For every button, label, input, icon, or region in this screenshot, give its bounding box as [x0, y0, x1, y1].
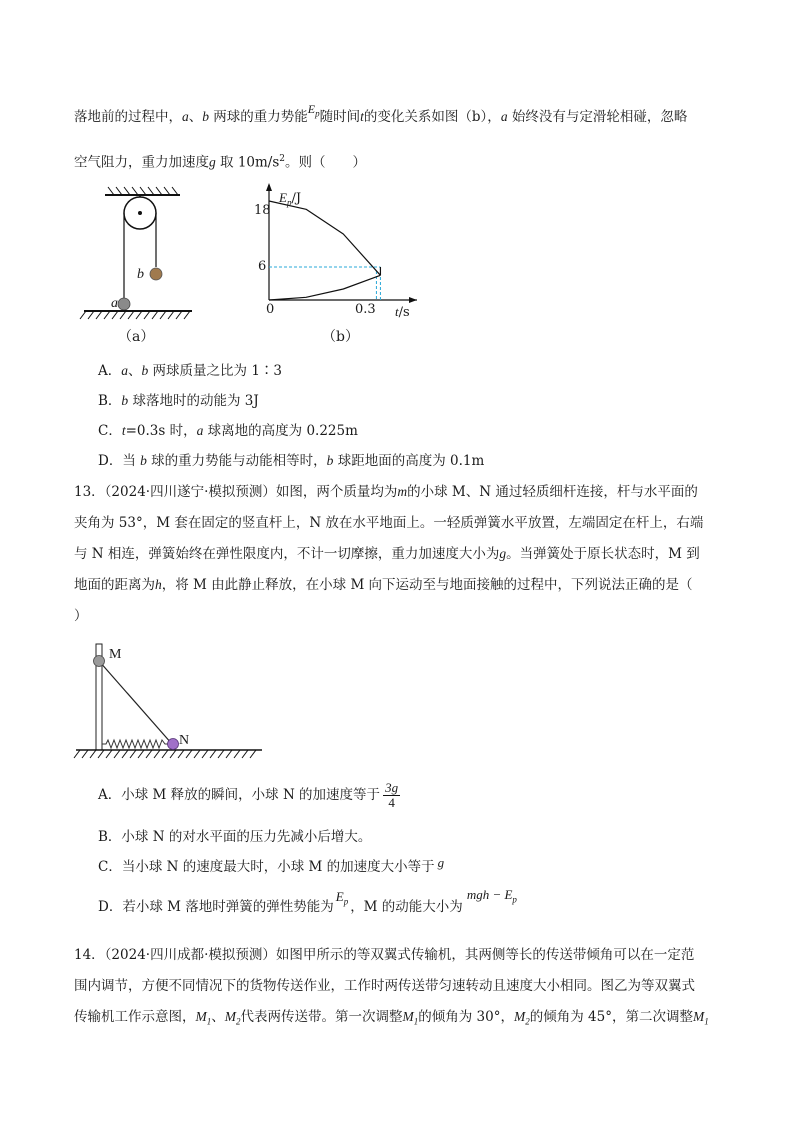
caption-b: （b） [322, 329, 359, 345]
q13-line-1: 13．（2024·四川遂宁·模拟预测）如图，两个质量均为m的小球 M、N 通过轻质细杆连接，杆与水平面的 [74, 484, 698, 500]
q12-option-d[interactable]: D．当 b 球的重力势能与动能相等时，b 球距地面的高度为 0.1m [98, 453, 485, 469]
var-b: b [202, 109, 209, 124]
tick-0: 0 [266, 302, 275, 317]
series-curve-2 [269, 275, 380, 300]
tick-18: 18 [254, 203, 271, 218]
var-g: g [209, 154, 216, 170]
ball-a [118, 298, 130, 310]
text: 空气阻力，重力加速度 [74, 154, 209, 171]
ball-m [94, 656, 105, 667]
text: 。则（ ） [285, 154, 367, 171]
ball-b [150, 268, 162, 280]
x-axis-arrow [409, 297, 417, 303]
q14-line-1: 14．（2024·四川成都·模拟预测）如图甲所示的等双翼式传输机，其两侧等长的传送带倾角可以在一定范 [74, 947, 695, 963]
caption-a: （a） [118, 329, 155, 345]
text: 、 [188, 109, 203, 125]
var-a: a [500, 109, 508, 124]
q14-line-3: 传输机工作示意图，$M_1$、$M_2$代表两传送带。第一次调整$M_1$的倾角为 30°，$M_2$的倾角为 45°，第二次调整$M_1$ [74, 1009, 709, 1027]
text: 始终没有与定滑轮相碰，忽略 [507, 109, 688, 125]
label-M: M [109, 647, 122, 662]
label-N: N [179, 733, 190, 748]
superscript: 2 [279, 154, 286, 164]
tick-6: 6 [258, 259, 267, 274]
q13-option-b[interactable]: B．小球 N 的对水平面的压力先减小后增大。 [98, 829, 372, 845]
text: 的变化关系如图（b）， [363, 109, 501, 125]
ball-n [168, 739, 179, 750]
paragraph-line-1 [74, 102, 688, 130]
text: 随时间 [319, 109, 361, 125]
chart-ylabel: $E_p/J$ [279, 190, 302, 208]
var-t: t [360, 109, 364, 124]
ep-symbol: $E_p$ [307, 102, 320, 119]
series-curve-1 [269, 201, 380, 275]
text: 落地前的过程中， [74, 109, 182, 125]
paragraph-line-2 [74, 150, 366, 172]
figure-q13-rod-spring [72, 638, 272, 763]
label-b: b [137, 267, 144, 282]
figure-a-pulley [80, 185, 200, 325]
q13-option-d[interactable]: D．若小球 M 落地时弹簧的弹性势能为$E_p$ ，M 的动能大小为mgh − $E_p$ [98, 887, 517, 915]
q13-line-5: ） [74, 608, 88, 624]
chart-xlabel: t/s [395, 304, 410, 320]
q13-option-c[interactable]: C．当小球 N 的速度最大时，小球 M 的加速度大小等于 g [98, 855, 445, 875]
label-a: a [111, 296, 118, 311]
y-axis-arrow [266, 183, 272, 191]
tick-0.3: 0.3 [355, 302, 376, 317]
text: 两球的重力势能 [209, 109, 308, 125]
q13-line-2: 夹角为 53°，M 套在固定的竖直杆上，N 放在水平地面上。一轻质弹簧水平放置，左端固定在杆上，右端 [74, 515, 704, 531]
q13-line-3: 与 N 相连，弹簧始终在弹性限度内，不计一切摩擦，重力加速度大小为g。当弹簧处于原长状态时，M 到 [74, 546, 700, 562]
q14-line-2: 围内调节，方便不同情况下的货物传送作业，工作时两传送带匀速转动且速度大小相同。图乙为等双翼式 [74, 978, 695, 994]
q13-option-a[interactable]: A．小球 M 释放的瞬间，小球 N 的加速度等于 $\frac{3g}{4}$ [98, 780, 399, 810]
fraction-3g-4: $\frac{3g}{4}$ [385, 780, 399, 810]
q12-option-b[interactable]: B．b 球落地时的动能为 3J [98, 393, 259, 409]
var-a: a [182, 109, 189, 124]
text: 取 10m/s [215, 154, 280, 171]
q13-line-4: 地面的距离为h，将 M 由此静止释放，在小球 M 向下运动至与地面接触的过程中，下列说法正确的是（ [74, 577, 693, 593]
q12-option-c[interactable]: C．t=0.3s 时，a 球离地的高度为 0.225m [98, 423, 358, 439]
q12-option-a[interactable]: A．a、b 两球质量之比为 1∶3 [98, 363, 283, 379]
